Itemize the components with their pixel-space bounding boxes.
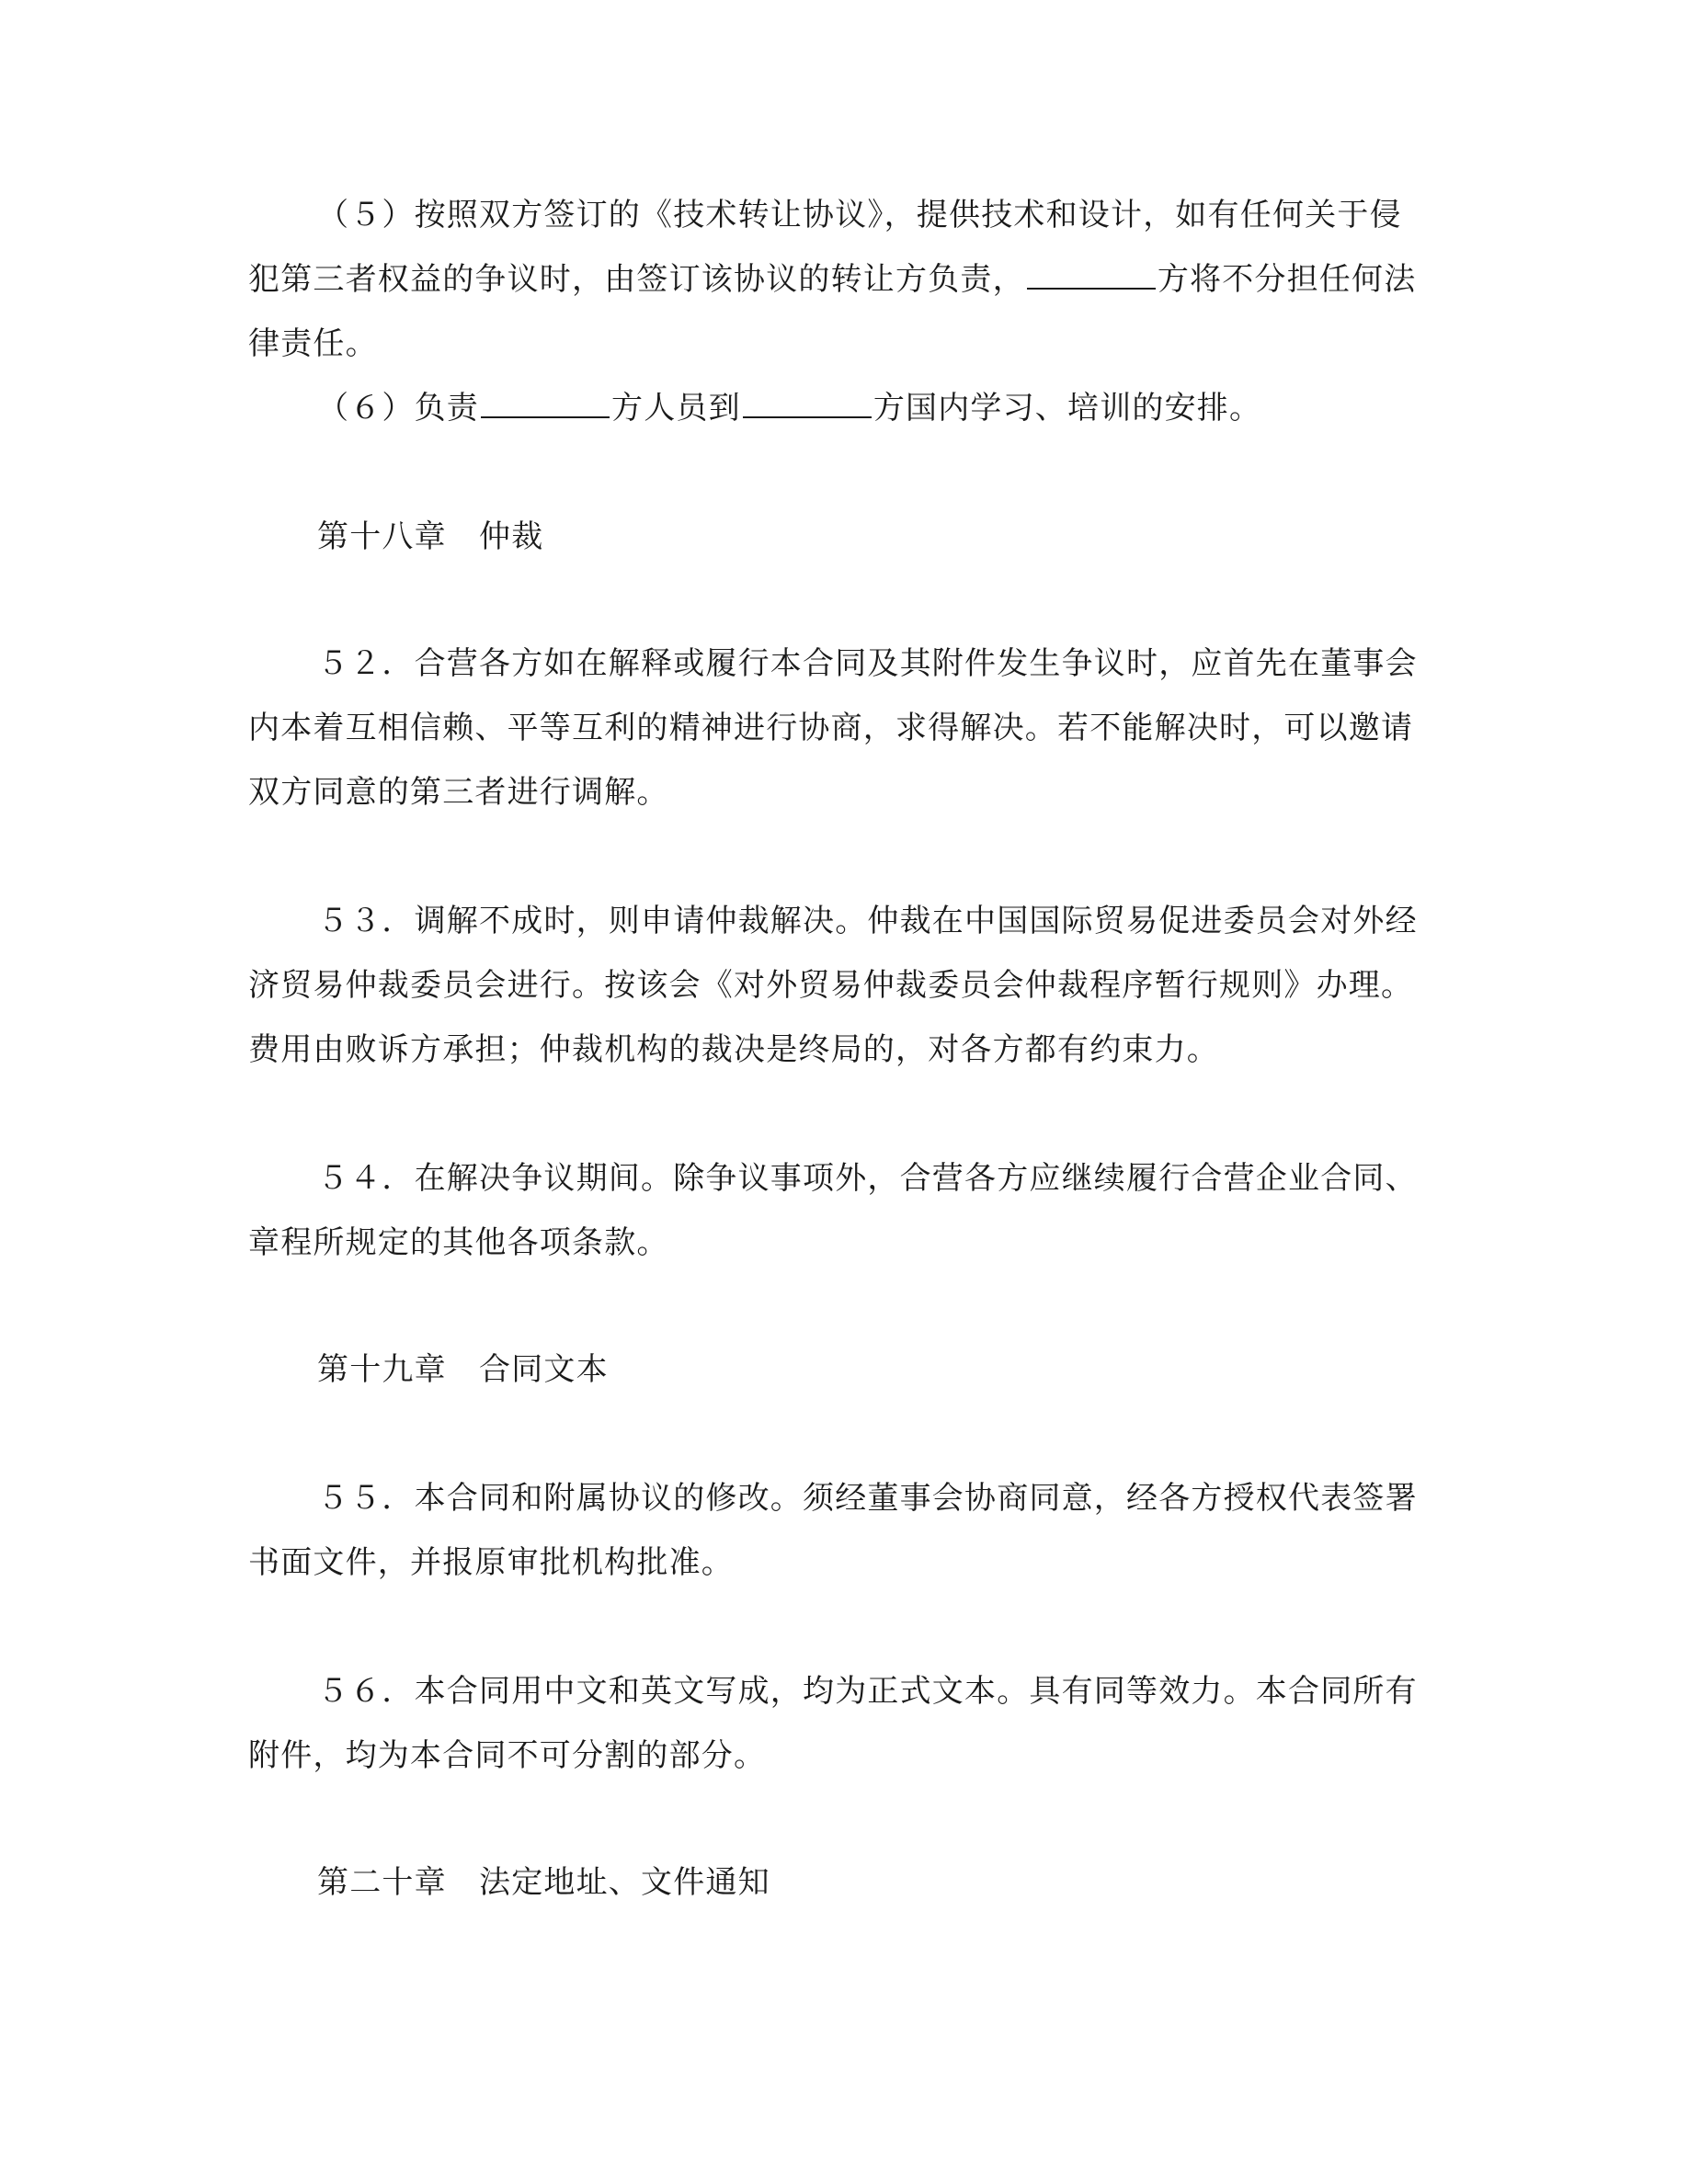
fill-in-blank[interactable] [743, 389, 872, 418]
article-56-line-1: ５６．本合同用中文和英文写成，均为正式文本。具有同等效力。本合同所有 [317, 1673, 1418, 1710]
article-54-line-1: ５４．在解决争议期间。除争议事项外，合营各方应继续履行合营企业合同、 [317, 1160, 1418, 1197]
article-55-line-1: ５５．本合同和附属协议的修改。须经董事会协商同意，经各方授权代表签署 [317, 1480, 1418, 1517]
clause-5-line-1: （５）按照双方签订的《技术转让协议》，提供技术和设计，如有任何关于侵 [317, 197, 1402, 233]
article-53-line-1: ５３．调解不成时，则申请仲裁解决。仲裁在中国国际贸易促进委员会对外经 [317, 903, 1418, 939]
fill-in-blank[interactable] [481, 389, 610, 418]
article-56-line-2: 附件，均为本合同不可分割的部分。 [248, 1737, 767, 1774]
article-52-line-3: 双方同意的第三者进行调解。 [248, 774, 669, 811]
article-52-line-2: 内本着互相信赖、平等互利的精神进行协商，求得解决。若不能解决时，可以邀请 [248, 710, 1414, 746]
article-54-line-2: 章程所规定的其他各项条款。 [248, 1224, 669, 1261]
clause-5-line-2: 犯第三者权益的争议时，由签订该协议的转让方负责， 方将不分担任何法 [248, 261, 1417, 298]
chapter-18-heading: 第十八章 仲裁 [317, 518, 544, 555]
chapter-20-heading: 第二十章 法定地址、文件通知 [317, 1864, 770, 1901]
article-52-line-1: ５２．合营各方如在解释或履行本合同及其附件发生争议时，应首先在董事会 [317, 645, 1418, 682]
chapter-19-heading: 第十九章 合同文本 [317, 1351, 609, 1388]
article-53-line-3: 费用由败诉方承担；仲裁机构的裁决是终局的，对各方都有约束力。 [248, 1031, 1219, 1068]
clause-6-line-1: （６）负责 方人员到 方国内学习、培训的安排。 [317, 390, 1262, 427]
fill-in-blank[interactable] [1027, 260, 1156, 290]
article-53-line-2: 济贸易仲裁委员会进行。按该会《对外贸易仲裁委员会仲裁程序暂行规则》办理。 [248, 967, 1414, 1004]
clause-5-line-3: 律责任。 [248, 325, 378, 362]
article-55-line-2: 书面文件，并报原审批机构批准。 [248, 1544, 734, 1581]
